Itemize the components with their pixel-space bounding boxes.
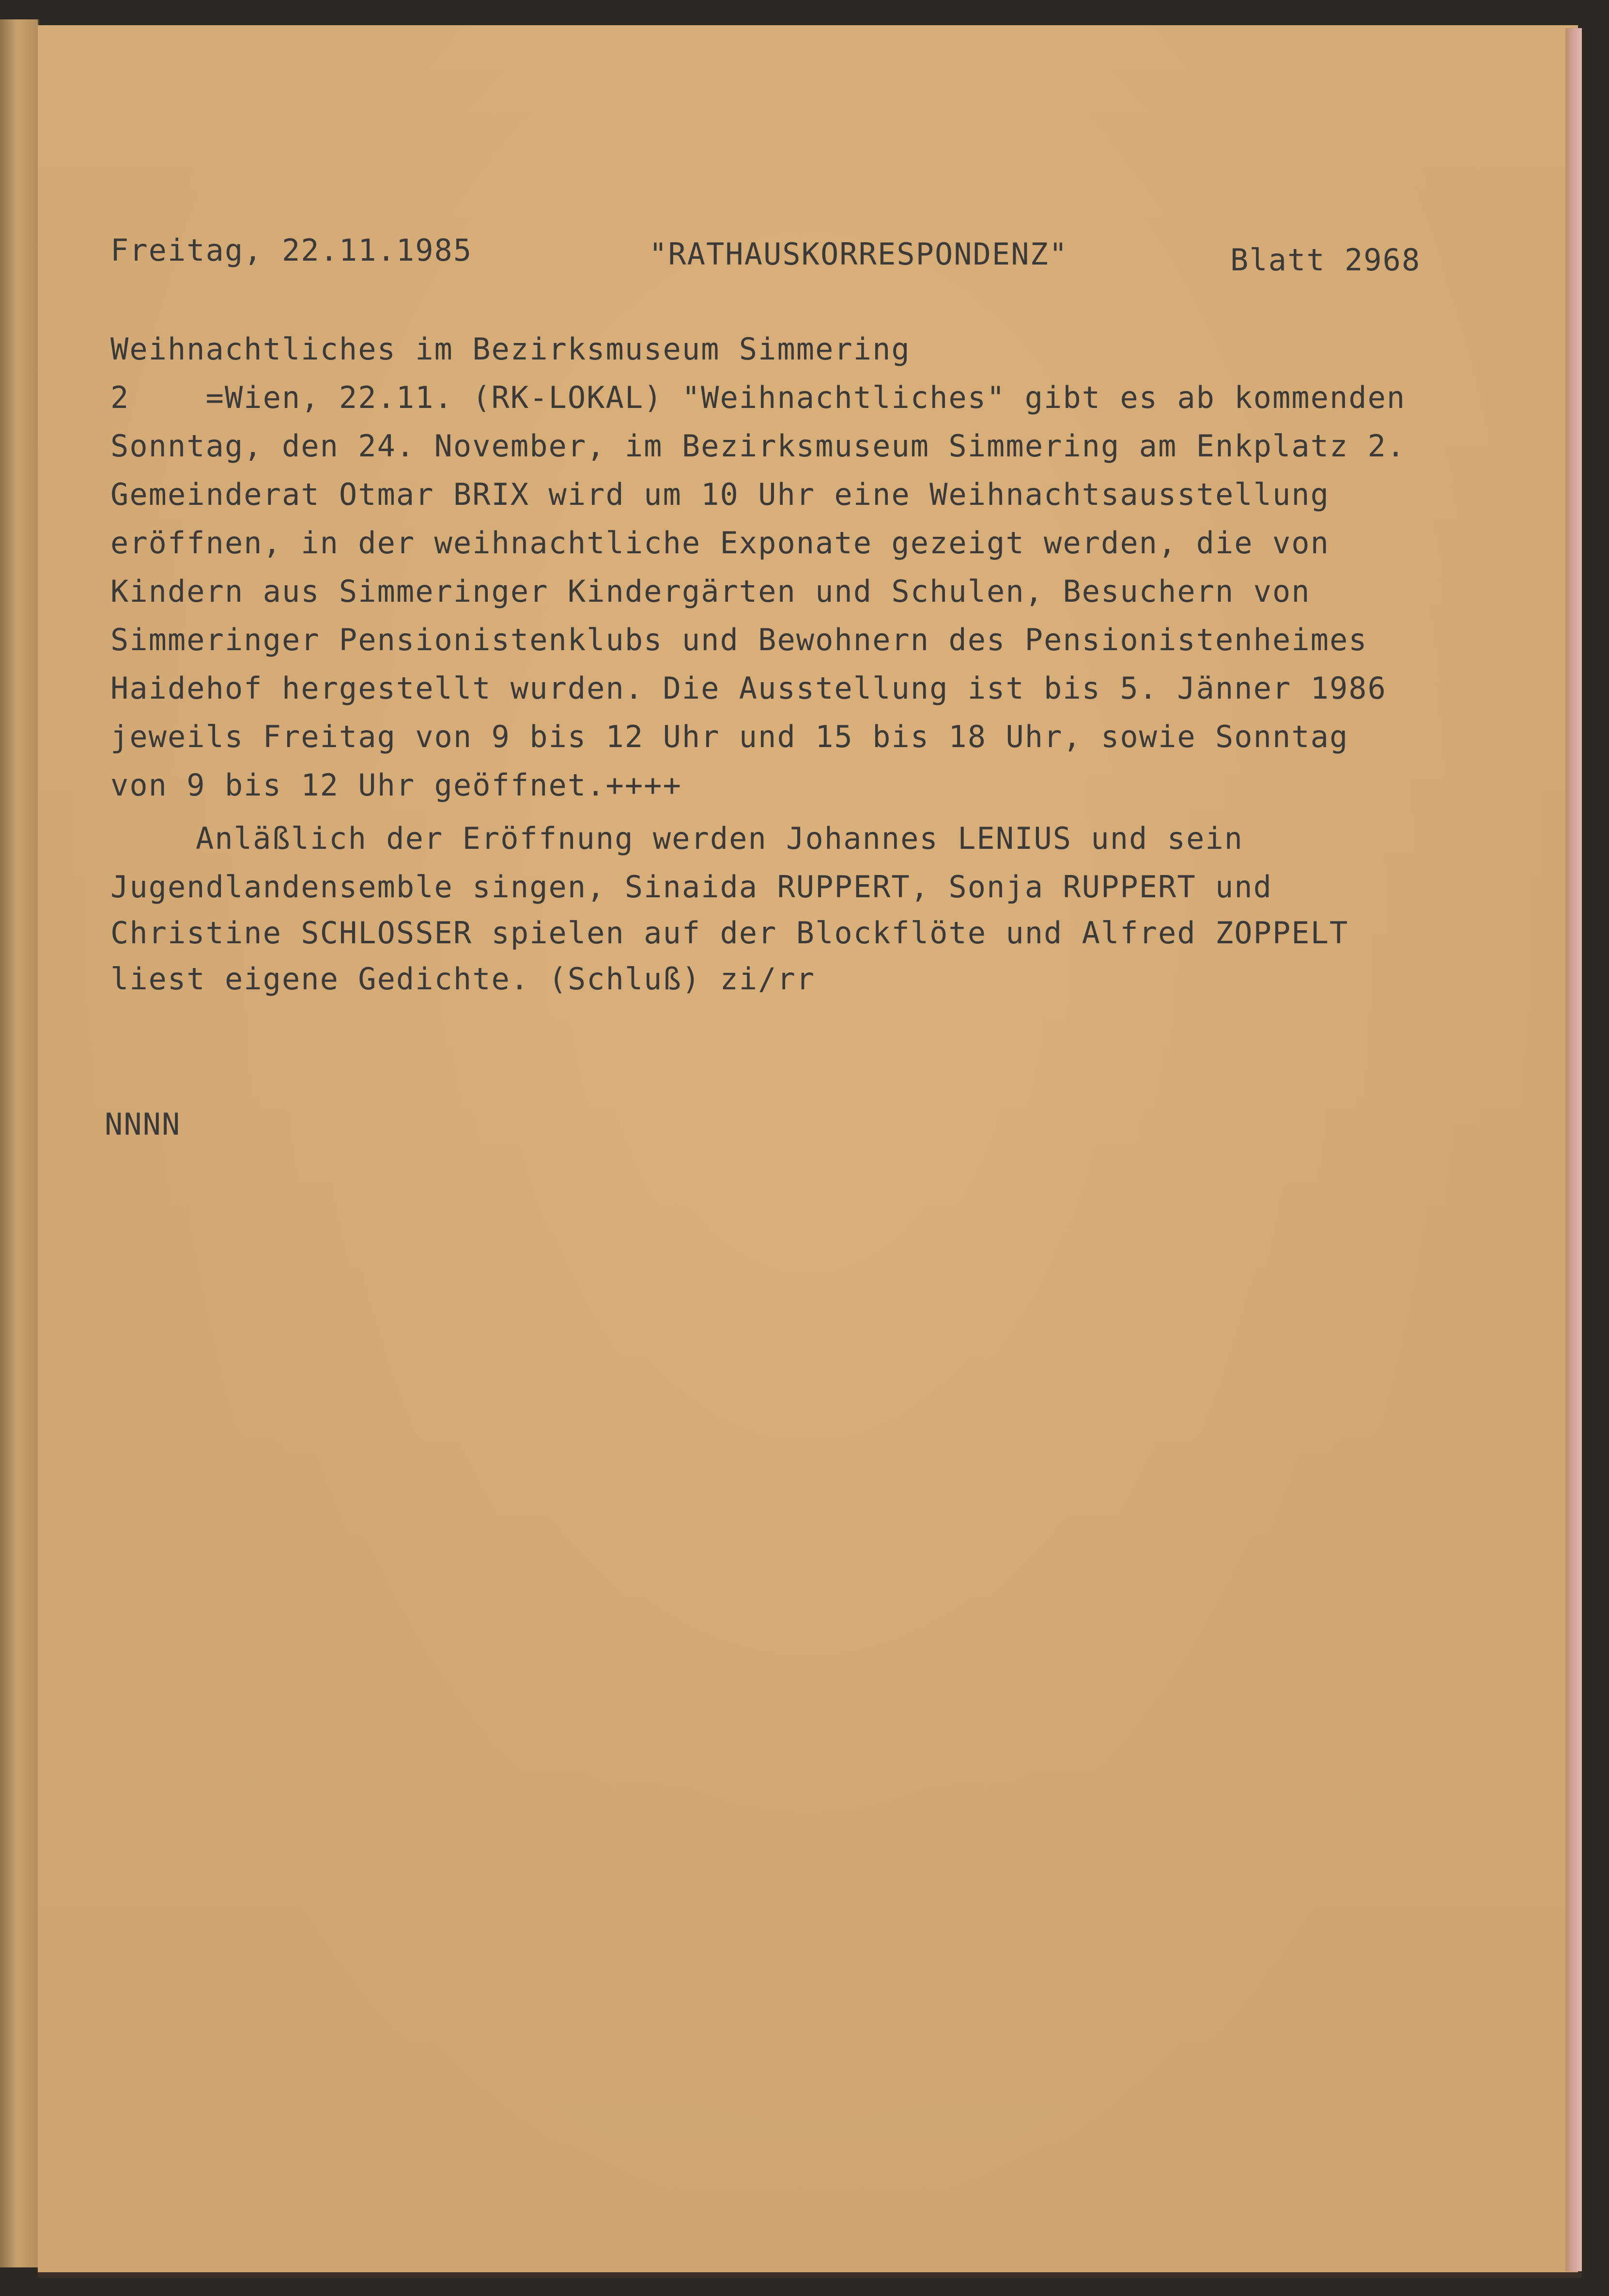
body-line: Sonntag, den 24. November, im Bezirksmuseum Simmering am Enkplatz 2. — [110, 428, 1406, 464]
body-line: Kindern aus Simmeringer Kindergärten und Schulen, Besuchern von — [110, 574, 1311, 609]
end-marker: NNNN — [105, 1107, 181, 1142]
header-date: Freitag, 22.11.1985 — [110, 233, 473, 268]
header-sheet-number: Blatt 2968 — [1230, 242, 1421, 278]
body-line: eröffnen, in der weihnachtliche Exponate gezeigt werden, die von — [110, 525, 1330, 561]
article-headline: Weihnachtliches im Bezirksmuseum Simmering — [110, 331, 911, 367]
body-line: Anläßlich der Eröffnung werden Johannes LENIUS und sein — [196, 821, 1243, 856]
body-line: Jugendlandensemble singen, Sinaida RUPPERT, Sonja RUPPERT und — [110, 869, 1272, 905]
body-line: Haidehof hergestellt wurden. Die Ausstellung ist bis 5. Jänner 1986 — [110, 671, 1387, 706]
body-line: Christine SCHLOSSER spielen auf der Blockflöte und Alfred ZOPPELT — [110, 915, 1349, 951]
body-line: von 9 bis 12 Uhr geöffnet.++++ — [110, 767, 682, 803]
body-line: Gemeinderat Otmar BRIX wird um 10 Uhr eine Weihnachtsausstellung — [110, 477, 1330, 512]
body-line: 2 =Wien, 22.11. (RK-LOKAL) "Weihnachtliches" gibt es ab kommenden — [110, 380, 1406, 415]
binding-edge — [0, 19, 39, 2267]
header-publication: "RATHAUSKORRESPONDENZ" — [649, 236, 1068, 272]
body-line: Simmeringer Pensionistenklubs und Bewohnern des Pensionistenheimes — [110, 622, 1368, 657]
page-stack-edge — [1565, 28, 1582, 2271]
page-bottom-shadow — [38, 2272, 1582, 2278]
body-line: liest eigene Gedichte. (Schluß) zi/rr — [110, 961, 816, 997]
body-line: jeweils Freitag von 9 bis 12 Uhr und 15 bis 18 Uhr, sowie Sonntag — [110, 719, 1349, 754]
